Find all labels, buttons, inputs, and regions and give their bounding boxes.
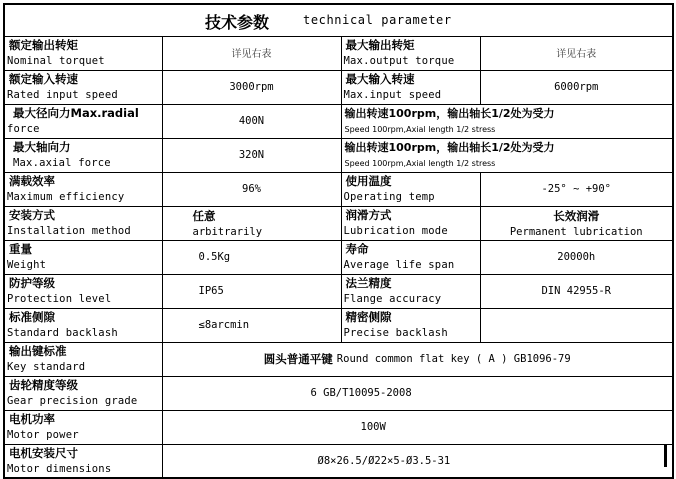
label-cell [4, 410, 162, 444]
table-row [4, 206, 673, 240]
value-cell [162, 342, 673, 376]
value: IP65 [198, 284, 224, 297]
label-cell [4, 342, 162, 376]
table-row [4, 36, 673, 70]
label-en: Standard backlash [7, 326, 118, 339]
value-cell [480, 70, 673, 104]
label-cn: 防护等级 [9, 275, 55, 290]
value-cell [162, 70, 341, 104]
value-cell [162, 376, 673, 410]
label-cell [341, 206, 480, 240]
value: 100W [360, 420, 386, 433]
label-cell [341, 70, 480, 104]
label-en: Motor dimensions [7, 462, 112, 475]
note-cn: 输出转速100rpm，输出轴长1/2处为受力 [344, 106, 555, 120]
value: 3000rpm [229, 80, 274, 93]
value: 20000h [557, 250, 596, 263]
label-cn: 齿轮精度等级 [9, 377, 78, 392]
value: 0.5Kg [198, 250, 231, 263]
table-row [4, 104, 673, 138]
value-en: Round common flat key ( A ) GB1096-79 [336, 352, 571, 365]
value-cell [480, 206, 673, 240]
value-en: arbitrarily [192, 225, 263, 238]
label-cell [4, 172, 162, 206]
table-row [4, 274, 673, 308]
label-cn: 润滑方式 [345, 207, 392, 222]
value: 400N [238, 114, 265, 127]
label-cell [4, 444, 162, 478]
label-cn: 最大轴向力 [13, 139, 71, 154]
label-cell [341, 274, 480, 308]
table-row [4, 410, 673, 444]
value-cell [162, 172, 341, 206]
value: 详见右表 [556, 49, 597, 60]
label-en: Lubrication mode [343, 224, 448, 237]
label-cn: 安装方式 [9, 207, 55, 222]
value-cell [480, 308, 673, 342]
value-cell [162, 138, 341, 172]
technical-parameter-table [3, 3, 674, 479]
label-en: Max.input speed [343, 88, 442, 101]
table-row [4, 172, 673, 206]
note-en: Speed 100rpm,Axial length 1/2 stress [344, 158, 496, 168]
label-en: Key standard [7, 360, 86, 373]
label-cell [4, 206, 162, 240]
label-en: Installation method [7, 224, 131, 237]
value: ≤8arcmin [198, 318, 250, 331]
label-cn: 输出键标准 [9, 343, 67, 358]
value-cn: 长效润滑 [553, 208, 600, 223]
label-cn: 寿命 [345, 241, 369, 256]
label-cn: 使用温度 [345, 173, 392, 188]
label-cn: 重量 [9, 241, 32, 256]
value-cn: 任意 [192, 208, 216, 223]
label-cell [341, 172, 480, 206]
table-row [4, 308, 673, 342]
scrollbar-mark [664, 445, 667, 467]
value-cell [480, 36, 673, 70]
note-en: Speed 100rpm,Axial length 1/2 stress [344, 124, 496, 134]
label-cell [4, 104, 162, 138]
label-en: Max.output torque [343, 54, 455, 67]
value-cell [162, 444, 673, 478]
value-cell [162, 36, 341, 70]
label-cn: 精密侧隙 [345, 309, 392, 324]
value-cell [162, 410, 673, 444]
label-en: Operating temp [343, 190, 435, 203]
label-cell [4, 138, 162, 172]
label-en: force [7, 122, 40, 135]
label-cell [341, 240, 480, 274]
label-cell [341, 308, 480, 342]
table-row [4, 70, 673, 104]
label-en: Maximum efficiency [7, 190, 125, 203]
label-en: Precise backlash [343, 326, 448, 339]
value: 320N [238, 148, 265, 161]
value-cell [162, 308, 341, 342]
title-cell [4, 4, 673, 36]
value [163, 343, 673, 375]
value [481, 309, 673, 341]
value-cell [480, 240, 673, 274]
title-row [4, 4, 673, 36]
value: 6 GB/T10095-2008 [310, 386, 412, 399]
label-cn: 最大输入转速 [345, 71, 415, 86]
value: Ø8×26.5/Ø22×5-Ø3.5-31 [317, 454, 451, 467]
table-row [4, 444, 673, 478]
label-en: Flange accuracy [343, 292, 442, 305]
label-cn: 额定输入转速 [9, 71, 78, 86]
value: 96% [242, 182, 261, 195]
label-en: Max.axial force [13, 156, 111, 169]
label-cn: 法兰精度 [345, 275, 392, 290]
value-stack [163, 207, 341, 240]
label-cn: 额定输出转矩 [9, 37, 78, 52]
value: -25° ~ +90° [541, 182, 612, 195]
label-cn: 最大输出转矩 [345, 37, 415, 52]
value: DIN 42955-R [541, 284, 612, 297]
label-cn: 满载效率 [9, 173, 55, 188]
label-cn: 标准侧隙 [9, 309, 55, 324]
label-cell [4, 376, 162, 410]
label-cell [4, 308, 162, 342]
label-cn: 电机安装尺寸 [9, 445, 78, 460]
value-cell [480, 274, 673, 308]
value-cn: 圆头普通平键 [263, 351, 333, 366]
value-cell [162, 206, 341, 240]
label-en: Gear precision grade [7, 394, 138, 407]
value: 详见右表 [231, 49, 272, 60]
label-cell [4, 70, 162, 104]
title-cn: 技术参数 [205, 13, 270, 32]
label-cn: 电机功率 [9, 411, 55, 426]
value-cell [162, 240, 341, 274]
table-row [4, 138, 673, 172]
title-en: technical parameter [303, 13, 452, 27]
table-row [4, 240, 673, 274]
note-cell [341, 138, 673, 172]
label-cell [4, 36, 162, 70]
label-cell [341, 36, 480, 70]
value-stack [481, 207, 673, 240]
label-en: Rated input speed [7, 88, 118, 101]
table-row [4, 376, 673, 410]
label-cell [4, 274, 162, 308]
value-cell [162, 274, 341, 308]
label-en: Nominal torquet [7, 54, 105, 67]
label-en: Average life span [343, 258, 455, 271]
table-row [4, 342, 673, 376]
note-cell [341, 104, 673, 138]
value-cell [162, 104, 341, 138]
value-cell [480, 172, 673, 206]
label-en: Protection level [7, 292, 112, 305]
label-en: Weight [7, 258, 47, 271]
label-en: Motor power [7, 428, 79, 441]
value: 6000rpm [554, 80, 599, 93]
value-en: Permanent lubrication [509, 225, 643, 238]
label-cell [4, 240, 162, 274]
note-cn: 输出转速100rpm，输出轴长1/2处为受力 [344, 140, 555, 154]
label-cn: 最大径向力Max.radial [13, 105, 139, 120]
